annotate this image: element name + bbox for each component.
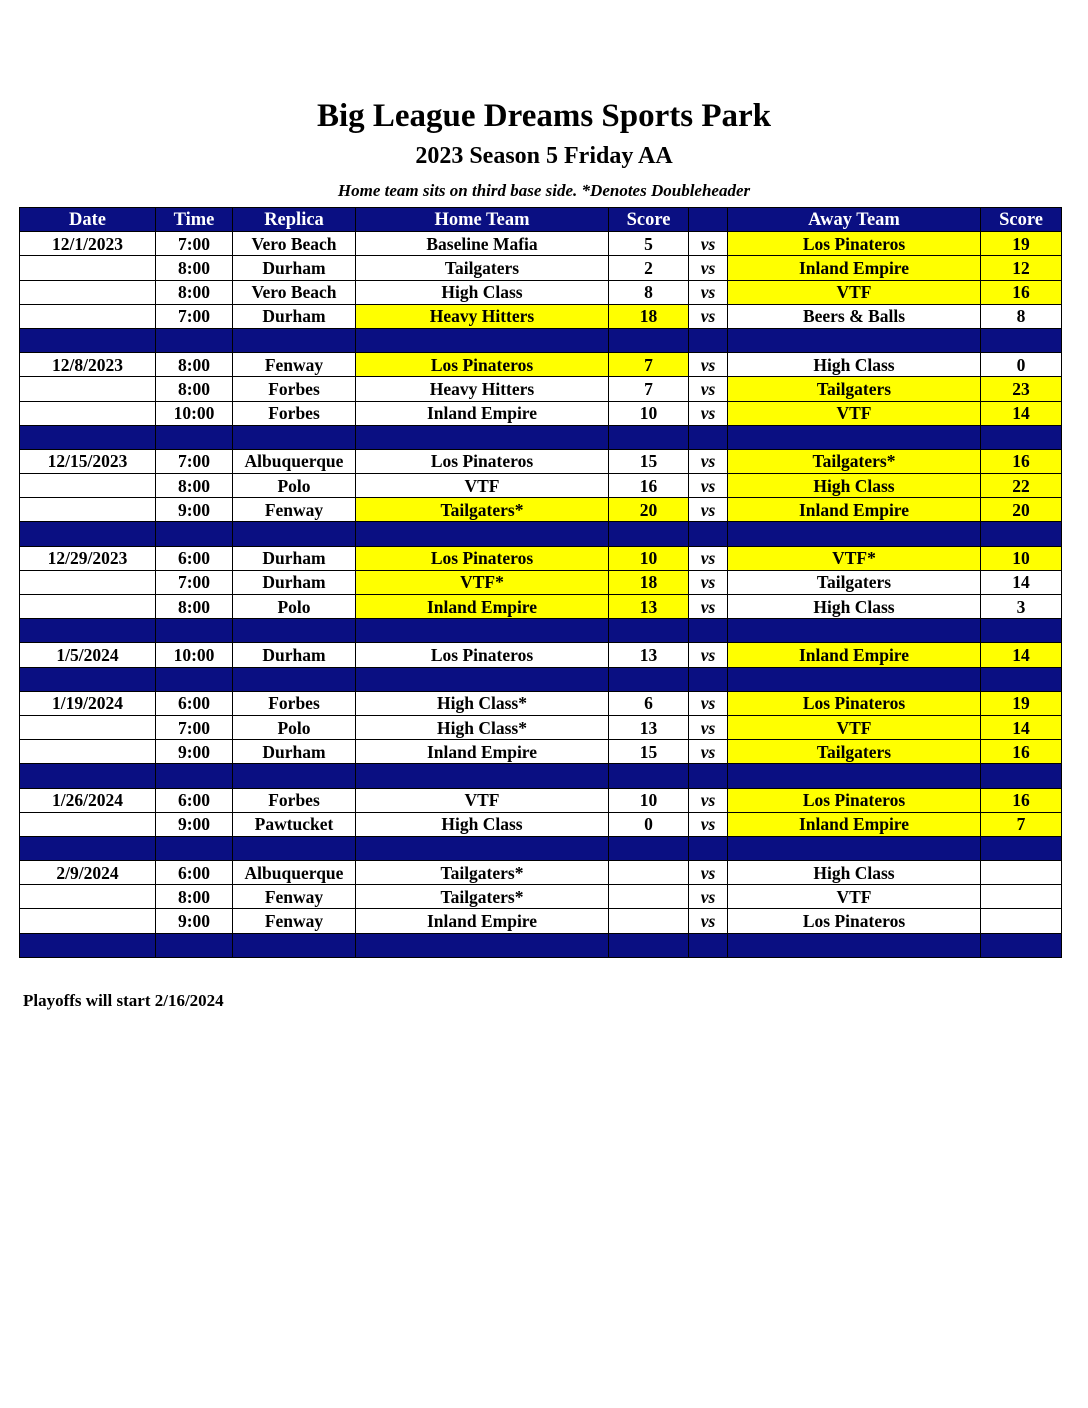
separator-cell (20, 425, 156, 449)
home-team: Heavy Hitters (356, 304, 609, 328)
away-score: 19 (981, 691, 1062, 715)
game-time: 9:00 (156, 812, 233, 836)
col-header-time: Time (156, 208, 233, 232)
separator-cell (689, 522, 728, 546)
game-replica-field: Forbes (233, 788, 356, 812)
vs-label: vs (689, 788, 728, 812)
home-team: Inland Empire (356, 909, 609, 933)
page-title: Big League Dreams Sports Park (316, 98, 772, 134)
separator-cell (728, 836, 981, 860)
game-row (20, 474, 1062, 498)
away-score: 14 (981, 715, 1062, 739)
separator-cell (233, 667, 356, 691)
game-replica-field: Fenway (233, 885, 356, 909)
vs-label: vs (689, 812, 728, 836)
game-time: 7:00 (156, 570, 233, 594)
vs-label: vs (689, 570, 728, 594)
game-date (20, 377, 156, 401)
away-score: 19 (981, 232, 1062, 256)
away-team: High Class (728, 595, 981, 619)
away-score: 16 (981, 280, 1062, 304)
schedule-note: Home team sits on third base side. *Denotes Doubleheader (337, 181, 751, 200)
game-replica-field: Polo (233, 595, 356, 619)
game-date (20, 740, 156, 764)
game-time: 8:00 (156, 280, 233, 304)
away-team: VTF (728, 280, 981, 304)
home-score: 16 (609, 474, 689, 498)
away-team: High Class (728, 861, 981, 885)
game-date: 12/8/2023 (20, 353, 156, 377)
away-team: Tailgaters (728, 740, 981, 764)
separator-cell (233, 933, 356, 957)
game-row (20, 546, 1062, 570)
away-score: 20 (981, 498, 1062, 522)
game-row (20, 691, 1062, 715)
separator-cell (156, 764, 233, 788)
week-separator-row (20, 836, 1062, 860)
game-date: 12/29/2023 (20, 546, 156, 570)
home-score: 10 (609, 401, 689, 425)
home-score: 10 (609, 546, 689, 570)
separator-cell (981, 328, 1062, 352)
col-header-away-score: Score (981, 208, 1062, 232)
game-time: 7:00 (156, 232, 233, 256)
separator-cell (20, 933, 156, 957)
separator-cell (233, 764, 356, 788)
away-team: High Class (728, 474, 981, 498)
home-team: Tailgaters* (356, 498, 609, 522)
separator-cell (609, 522, 689, 546)
home-team: Inland Empire (356, 401, 609, 425)
home-team: VTF (356, 474, 609, 498)
game-replica-field: Albuquerque (233, 861, 356, 885)
home-team: High Class (356, 812, 609, 836)
home-team: Tailgaters (356, 256, 609, 280)
away-score: 16 (981, 788, 1062, 812)
vs-label: vs (689, 401, 728, 425)
home-team: Tailgaters* (356, 885, 609, 909)
separator-cell (728, 328, 981, 352)
separator-cell (356, 667, 609, 691)
game-time: 8:00 (156, 256, 233, 280)
separator-cell (609, 619, 689, 643)
separator-cell (981, 619, 1062, 643)
vs-label: vs (689, 280, 728, 304)
separator-cell (609, 836, 689, 860)
away-score: 14 (981, 570, 1062, 594)
home-team: Los Pinateros (356, 546, 609, 570)
game-replica-field: Vero Beach (233, 280, 356, 304)
game-date (20, 474, 156, 498)
home-team: VTF (356, 788, 609, 812)
home-score: 13 (609, 643, 689, 667)
separator-cell (728, 619, 981, 643)
away-team: Los Pinateros (728, 232, 981, 256)
separator-cell (689, 619, 728, 643)
col-header-vs (689, 208, 728, 232)
separator-cell (609, 425, 689, 449)
home-team: High Class* (356, 691, 609, 715)
game-date (20, 595, 156, 619)
game-time: 9:00 (156, 740, 233, 764)
separator-cell (981, 933, 1062, 957)
game-row (20, 643, 1062, 667)
game-row (20, 232, 1062, 256)
home-score: 6 (609, 691, 689, 715)
game-time: 8:00 (156, 474, 233, 498)
game-replica-field: Durham (233, 643, 356, 667)
game-replica-field: Forbes (233, 691, 356, 715)
game-replica-field: Fenway (233, 498, 356, 522)
vs-label: vs (689, 304, 728, 328)
away-team: Inland Empire (728, 498, 981, 522)
vs-label: vs (689, 377, 728, 401)
col-header-away-team: Away Team (728, 208, 981, 232)
game-date (20, 570, 156, 594)
separator-cell (233, 425, 356, 449)
game-row (20, 812, 1062, 836)
separator-cell (156, 619, 233, 643)
away-team: VTF* (728, 546, 981, 570)
game-row (20, 715, 1062, 739)
game-replica-field: Polo (233, 474, 356, 498)
game-row (20, 498, 1062, 522)
game-time: 6:00 (156, 546, 233, 570)
vs-label: vs (689, 256, 728, 280)
home-score (609, 861, 689, 885)
game-time: 7:00 (156, 304, 233, 328)
game-row (20, 909, 1062, 933)
separator-cell (981, 425, 1062, 449)
game-replica-field: Vero Beach (233, 232, 356, 256)
separator-cell (356, 328, 609, 352)
schedule-table (19, 207, 1062, 958)
game-row (20, 304, 1062, 328)
away-score: 23 (981, 377, 1062, 401)
separator-cell (20, 522, 156, 546)
away-score: 8 (981, 304, 1062, 328)
page-subtitle: 2023 Season 5 Friday AA (415, 143, 673, 169)
vs-label: vs (689, 474, 728, 498)
separator-cell (20, 764, 156, 788)
game-date (20, 715, 156, 739)
game-time: 8:00 (156, 885, 233, 909)
week-separator-row (20, 764, 1062, 788)
col-header-home-team: Home Team (356, 208, 609, 232)
away-score: 16 (981, 740, 1062, 764)
separator-cell (981, 836, 1062, 860)
separator-cell (156, 667, 233, 691)
away-score: 12 (981, 256, 1062, 280)
game-row (20, 449, 1062, 473)
vs-label: vs (689, 643, 728, 667)
separator-cell (609, 764, 689, 788)
away-score (981, 885, 1062, 909)
separator-cell (356, 933, 609, 957)
week-separator-row (20, 522, 1062, 546)
game-date: 1/19/2024 (20, 691, 156, 715)
game-date (20, 304, 156, 328)
game-time: 8:00 (156, 377, 233, 401)
home-team: Inland Empire (356, 740, 609, 764)
game-row (20, 861, 1062, 885)
home-score: 2 (609, 256, 689, 280)
game-replica-field: Durham (233, 256, 356, 280)
vs-label: vs (689, 740, 728, 764)
vs-label: vs (689, 232, 728, 256)
separator-cell (609, 933, 689, 957)
home-team: Heavy Hitters (356, 377, 609, 401)
separator-cell (156, 522, 233, 546)
home-team: VTF* (356, 570, 609, 594)
separator-cell (981, 667, 1062, 691)
vs-label: vs (689, 353, 728, 377)
separator-cell (156, 328, 233, 352)
game-row (20, 788, 1062, 812)
game-date (20, 909, 156, 933)
separator-cell (728, 764, 981, 788)
away-team: Tailgaters (728, 570, 981, 594)
game-row (20, 740, 1062, 764)
separator-cell (156, 836, 233, 860)
separator-cell (356, 836, 609, 860)
home-team: High Class* (356, 715, 609, 739)
game-row (20, 353, 1062, 377)
game-date (20, 256, 156, 280)
separator-cell (609, 328, 689, 352)
away-score: 16 (981, 449, 1062, 473)
home-team: Los Pinateros (356, 643, 609, 667)
game-time: 7:00 (156, 715, 233, 739)
away-score: 3 (981, 595, 1062, 619)
game-row (20, 280, 1062, 304)
separator-cell (981, 764, 1062, 788)
week-separator-row (20, 933, 1062, 957)
home-team: Inland Empire (356, 595, 609, 619)
away-score: 10 (981, 546, 1062, 570)
game-date: 1/5/2024 (20, 643, 156, 667)
game-time: 10:00 (156, 643, 233, 667)
home-score: 13 (609, 715, 689, 739)
week-separator-row (20, 619, 1062, 643)
home-score: 7 (609, 353, 689, 377)
away-score (981, 861, 1062, 885)
away-score: 0 (981, 353, 1062, 377)
vs-label: vs (689, 498, 728, 522)
separator-cell (233, 328, 356, 352)
game-replica-field: Durham (233, 740, 356, 764)
home-team: Los Pinateros (356, 353, 609, 377)
away-team: Los Pinateros (728, 909, 981, 933)
away-score (981, 909, 1062, 933)
game-time: 9:00 (156, 498, 233, 522)
col-header-replica: Replica (233, 208, 356, 232)
separator-cell (356, 425, 609, 449)
game-replica-field: Fenway (233, 909, 356, 933)
game-row (20, 377, 1062, 401)
game-time: 8:00 (156, 595, 233, 619)
away-team: Los Pinateros (728, 691, 981, 715)
separator-cell (233, 522, 356, 546)
game-time: 9:00 (156, 909, 233, 933)
away-team: VTF (728, 885, 981, 909)
game-time: 6:00 (156, 691, 233, 715)
vs-label: vs (689, 449, 728, 473)
game-date: 12/1/2023 (20, 232, 156, 256)
separator-cell (233, 836, 356, 860)
game-replica-field: Albuquerque (233, 449, 356, 473)
home-score: 7 (609, 377, 689, 401)
schedule-body (20, 232, 1062, 958)
separator-cell (609, 667, 689, 691)
week-separator-row (20, 328, 1062, 352)
game-row (20, 595, 1062, 619)
home-team: Tailgaters* (356, 861, 609, 885)
game-date: 2/9/2024 (20, 861, 156, 885)
home-score: 15 (609, 740, 689, 764)
separator-cell (356, 619, 609, 643)
game-time: 8:00 (156, 353, 233, 377)
separator-cell (356, 764, 609, 788)
away-team: High Class (728, 353, 981, 377)
game-replica-field: Durham (233, 304, 356, 328)
home-score: 0 (609, 812, 689, 836)
home-score (609, 885, 689, 909)
away-score: 22 (981, 474, 1062, 498)
col-header-home-score: Score (609, 208, 689, 232)
vs-label: vs (689, 546, 728, 570)
away-team: Inland Empire (728, 256, 981, 280)
separator-cell (20, 667, 156, 691)
separator-cell (728, 933, 981, 957)
away-score: 14 (981, 643, 1062, 667)
away-team: Los Pinateros (728, 788, 981, 812)
playoffs-note: Playoffs will start 2/16/2024 (23, 991, 224, 1010)
separator-cell (356, 522, 609, 546)
home-score: 18 (609, 570, 689, 594)
separator-cell (689, 933, 728, 957)
separator-cell (20, 328, 156, 352)
header-row (20, 208, 1062, 232)
away-team: VTF (728, 401, 981, 425)
game-date (20, 498, 156, 522)
home-score (609, 909, 689, 933)
game-replica-field: Durham (233, 546, 356, 570)
home-team: Los Pinateros (356, 449, 609, 473)
game-row (20, 256, 1062, 280)
separator-cell (156, 425, 233, 449)
game-time: 6:00 (156, 861, 233, 885)
separator-cell (20, 836, 156, 860)
away-team: Tailgaters* (728, 449, 981, 473)
separator-cell (728, 425, 981, 449)
separator-cell (689, 328, 728, 352)
game-row (20, 885, 1062, 909)
separator-cell (689, 425, 728, 449)
vs-label: vs (689, 715, 728, 739)
away-team: Inland Empire (728, 643, 981, 667)
vs-label: vs (689, 691, 728, 715)
game-row (20, 570, 1062, 594)
separator-cell (233, 619, 356, 643)
separator-cell (156, 933, 233, 957)
away-team: Beers & Balls (728, 304, 981, 328)
separator-cell (728, 667, 981, 691)
game-date: 1/26/2024 (20, 788, 156, 812)
game-date (20, 280, 156, 304)
away-team: Inland Empire (728, 812, 981, 836)
separator-cell (689, 836, 728, 860)
game-replica-field: Forbes (233, 401, 356, 425)
game-time: 7:00 (156, 449, 233, 473)
game-date (20, 401, 156, 425)
separator-cell (981, 522, 1062, 546)
home-team: High Class (356, 280, 609, 304)
week-separator-row (20, 425, 1062, 449)
home-score: 13 (609, 595, 689, 619)
game-date (20, 812, 156, 836)
away-score: 14 (981, 401, 1062, 425)
week-separator-row (20, 667, 1062, 691)
separator-cell (689, 667, 728, 691)
separator-cell (728, 522, 981, 546)
game-row (20, 401, 1062, 425)
game-replica-field: Fenway (233, 353, 356, 377)
vs-label: vs (689, 909, 728, 933)
home-score: 20 (609, 498, 689, 522)
separator-cell (20, 619, 156, 643)
game-replica-field: Pawtucket (233, 812, 356, 836)
vs-label: vs (689, 861, 728, 885)
away-score: 7 (981, 812, 1062, 836)
away-team: VTF (728, 715, 981, 739)
home-score: 5 (609, 232, 689, 256)
vs-label: vs (689, 885, 728, 909)
home-score: 18 (609, 304, 689, 328)
game-replica-field: Forbes (233, 377, 356, 401)
game-date (20, 885, 156, 909)
game-time: 10:00 (156, 401, 233, 425)
game-date: 12/15/2023 (20, 449, 156, 473)
home-score: 10 (609, 788, 689, 812)
home-team: Baseline Mafia (356, 232, 609, 256)
game-replica-field: Durham (233, 570, 356, 594)
game-replica-field: Polo (233, 715, 356, 739)
game-time: 6:00 (156, 788, 233, 812)
vs-label: vs (689, 595, 728, 619)
home-score: 15 (609, 449, 689, 473)
away-team: Tailgaters (728, 377, 981, 401)
home-score: 8 (609, 280, 689, 304)
col-header-date: Date (20, 208, 156, 232)
separator-cell (689, 764, 728, 788)
